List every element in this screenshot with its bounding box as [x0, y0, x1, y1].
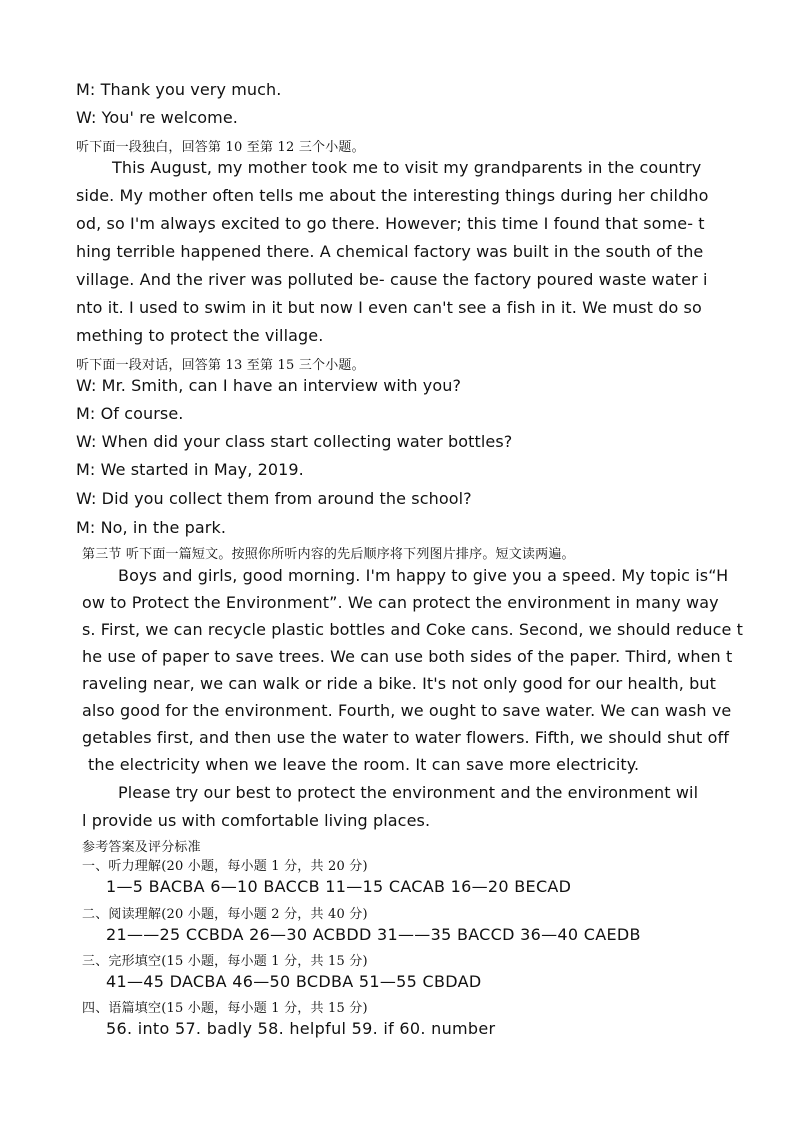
passage-line: l provide us with comfortable living places. [82, 811, 431, 830]
passage-line: s. First, we can recycle plastic bottles and Coke cans. Second, we should reduce t [82, 620, 744, 639]
answer-section-heading: 三、完形填空(15 小题，每小题 1 分，共 15 分) [82, 954, 368, 969]
monologue-line: nto it. I used to swim in it but now I even can't see a fish in it. We must do so [76, 298, 702, 317]
dialog-line: M: No, in the park. [76, 518, 227, 537]
dialog-line: W: Mr. Smith, can I have an interview with you? [76, 376, 462, 395]
dialog-line: M: We started in May, 2019. [76, 460, 304, 479]
answer-key: 21——25 CCBDA 26—30 ACBDD 31——35 BACCD 36—40 CAEDB [106, 925, 641, 944]
passage-line: he use of paper to save trees. We can use both sides of the paper. Third, when t [82, 647, 733, 666]
answer-section-heading: 一、听力理解(20 小题，每小题 1 分，共 20 分) [82, 859, 368, 874]
answer-section-heading: 四、语篇填空(15 小题，每小题 1 分，共 15 分) [82, 1001, 368, 1016]
dialog-line: M: Of course. [76, 404, 184, 423]
monologue-line: hing terrible happened there. A chemical factory was built in the south of the [76, 242, 704, 261]
monologue-line: This August, my mother took me to visit my grandparents in the country [112, 158, 702, 177]
section3-title: 第三节 听下面一篇短文。按照你所听内容的先后顺序将下列图片排序。短文读两遍。 [82, 547, 575, 562]
monologue-line: od, so I'm always excited to go there. However; this time I found that some- t [76, 214, 705, 233]
passage-line: Please try our best to protect the environment and the environment wil [118, 783, 699, 802]
answers-title: 参考答案及评分标准 [82, 840, 201, 855]
passage-line: ow to Protect the Environment”. We can protect the environment in many way [82, 593, 719, 612]
answer-key: 56. into 57. badly 58. helpful 59. if 60. number [106, 1019, 496, 1038]
dialog-line: W: You' re welcome. [76, 108, 238, 127]
passage-line: raveling near, we can walk or ride a bike. It's not only good for our health, but [82, 674, 716, 693]
answer-key: 1—5 BACBA 6—10 BACCB 11—15 CACAB 16—20 BECAD [106, 877, 572, 896]
instruction-monologue: 听下面一段独白，回答第 10 至第 12 三个小题。 [76, 140, 365, 155]
answer-key: 41—45 DACBA 46—50 BCDBA 51—55 CBDAD [106, 972, 482, 991]
passage-line: Boys and girls, good morning. I'm happy to give you a speed. My topic is“H [118, 566, 729, 585]
monologue-line: mething to protect the village. [76, 326, 324, 345]
passage-line: the electricity when we leave the room. It can save more electricity. [88, 755, 640, 774]
dialog-line: W: Did you collect them from around the school? [76, 489, 472, 508]
passage-line: getables first, and then use the water to water flowers. Fifth, we should shut off [82, 728, 729, 747]
dialog-line: M: Thank you very much. [76, 80, 282, 99]
passage-line: also good for the environment. Fourth, we ought to save water. We can wash ve [82, 701, 732, 720]
monologue-line: village. And the river was polluted be- cause the factory poured waste water i [76, 270, 708, 289]
dialog-line: W: When did your class start collecting water bottles? [76, 432, 513, 451]
monologue-line: side. My mother often tells me about the interesting things during her childho [76, 186, 709, 205]
answer-section-heading: 二、阅读理解(20 小题，每小题 2 分，共 40 分) [82, 907, 368, 922]
instruction-dialog2: 听下面一段对话，回答第 13 至第 15 三个小题。 [76, 358, 365, 373]
